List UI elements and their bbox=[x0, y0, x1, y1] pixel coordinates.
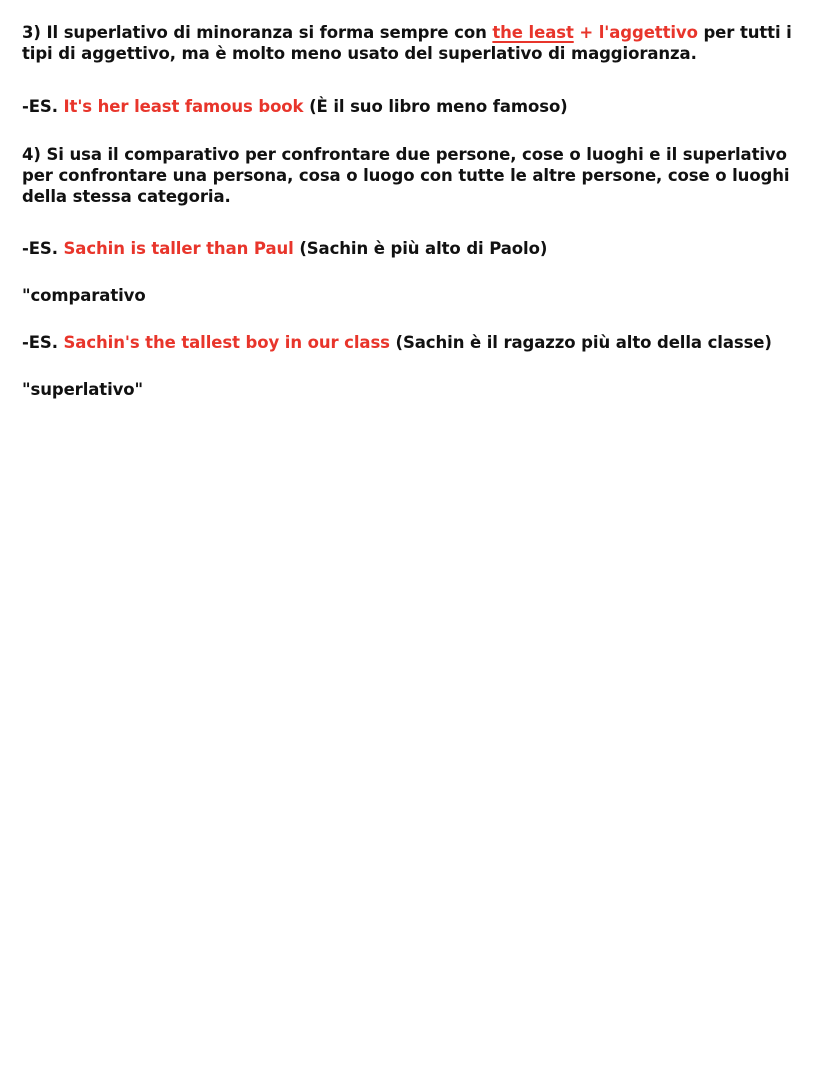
formula-aggettivo: l'aggettivo bbox=[598, 23, 698, 42]
example-2-prefix: -ES. bbox=[22, 239, 64, 258]
formula-the-least: the least bbox=[492, 23, 574, 42]
example-3-english: Sachin's the tallest boy in our class bbox=[63, 333, 390, 352]
example-1-prefix: -ES. bbox=[22, 97, 64, 116]
example-1-italian: (È il suo libro meno famoso) bbox=[303, 97, 568, 116]
example-2 bbox=[22, 238, 812, 259]
rule-4-paragraph bbox=[22, 144, 812, 207]
rule-3-rest: per tutti i tipi di aggettivo, ma è molto meno usato del superlativo di maggioranza. bbox=[22, 23, 792, 63]
label-comparativo-text: "comparativo bbox=[22, 286, 146, 305]
rule-3-intro: 3) Il superlativo di minoranza si forma sempre con bbox=[22, 23, 493, 42]
example-1-english: It's her least famous book bbox=[63, 97, 304, 116]
example-2-english: Sachin is taller than Paul bbox=[63, 239, 294, 258]
example-1 bbox=[22, 96, 812, 117]
example-3-italian: (Sachin è il ragazzo più alto della classe) bbox=[389, 333, 772, 352]
example-3-prefix: -ES. bbox=[22, 333, 64, 352]
label-comparativo bbox=[22, 285, 812, 306]
formula-plus: + bbox=[573, 23, 599, 42]
rule-3-paragraph bbox=[22, 22, 812, 64]
label-superlativo bbox=[22, 379, 812, 400]
label-superlativo-text: "superlativo" bbox=[22, 380, 144, 399]
example-2-italian: (Sachin è più alto di Paolo) bbox=[293, 239, 548, 258]
rule-4-text: 4) Si usa il comparativo per confrontare due persone, cose o luoghi e il superlativo per confrontare una persona, cosa o luogo con tutte le altre persone, cose o luoghi della stessa categoria. bbox=[22, 145, 790, 206]
example-3 bbox=[22, 332, 812, 353]
